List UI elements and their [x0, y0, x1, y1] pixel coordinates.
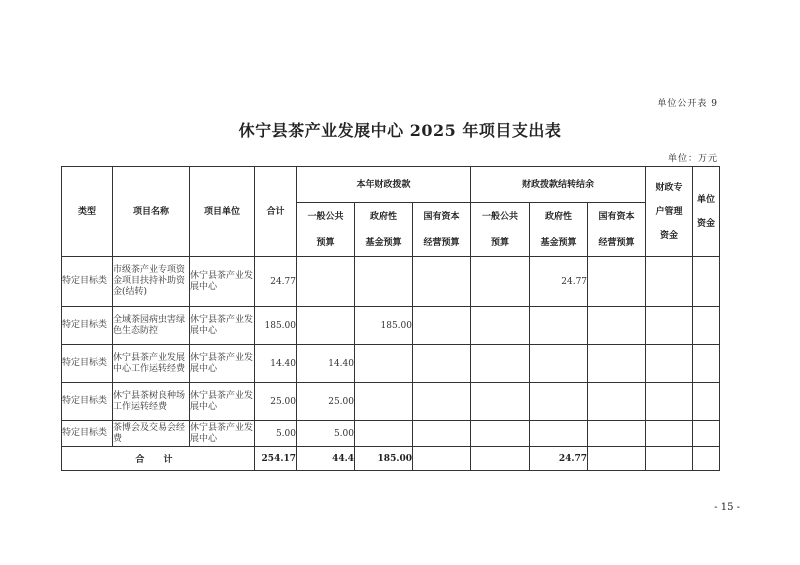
row-total: 14.40: [255, 345, 297, 383]
header-co-gov: [530, 203, 588, 257]
header-type: 类型: [62, 167, 113, 257]
header-unit-fund: [693, 167, 720, 257]
row-unit-fund: [693, 307, 720, 345]
total-label: 合 计: [62, 447, 255, 471]
row-cur-state: [413, 257, 471, 307]
row-co-general: [471, 383, 530, 421]
row-co-state: [588, 307, 646, 345]
row-total: 25.00: [255, 383, 297, 421]
row-cur-state: [413, 307, 471, 345]
row-project-unit: 休宁县茶产业发展中心: [190, 421, 255, 447]
total-total: 254.17: [255, 447, 297, 471]
row-cur-gov: [355, 257, 413, 307]
header-cur-state-line1: 国有资本: [423, 211, 460, 222]
row-co-general: [471, 345, 530, 383]
row-cur-general: [297, 257, 355, 307]
row-project-unit: 休宁县茶产业发展中心: [190, 307, 255, 345]
header-project-unit: 项目单位: [190, 167, 255, 257]
row-cur-state: [413, 345, 471, 383]
header-cur-gov-line2: 基金预算: [365, 237, 402, 248]
row-cur-gov: [355, 345, 413, 383]
table-row: [62, 421, 720, 447]
header-co-gov-line2: 基金预算: [540, 237, 577, 248]
total-co-state: [588, 447, 646, 471]
row-type: 特定目标类: [62, 257, 113, 307]
row-cur-state: [413, 421, 471, 447]
total-co-general: [471, 447, 530, 471]
row-special: [646, 307, 693, 345]
row-project-name: 全域茶园病虫害绿色生态防控: [113, 307, 190, 345]
header-unit-fund-line2: 资金: [697, 218, 716, 229]
row-cur-general: 25.00: [297, 383, 355, 421]
row-type: 特定目标类: [62, 345, 113, 383]
total-cur-state: [413, 447, 471, 471]
row-total: 185.00: [255, 307, 297, 345]
row-co-general: [471, 421, 530, 447]
header-cur-state: [413, 203, 471, 257]
header-co-state-line1: 国有资本: [598, 211, 635, 222]
header-total: 合计: [255, 167, 297, 257]
row-unit-fund: [693, 257, 720, 307]
row-project-unit: 休宁县茶产业发展中心: [190, 383, 255, 421]
header-cur-general: [297, 203, 355, 257]
header-co-general: [471, 203, 530, 257]
row-cur-gov: [355, 421, 413, 447]
header-cur-state-line2: 经营预算: [423, 237, 460, 248]
row-project-name: 休宁县茶树良种场工作运转经费: [113, 383, 190, 421]
row-co-state: [588, 421, 646, 447]
row-co-general: [471, 307, 530, 345]
row-cur-gov: [355, 383, 413, 421]
header-co-general-line1: 一般公共: [482, 211, 519, 222]
total-row: [62, 447, 720, 471]
row-project-unit: 休宁县茶产业发展中心: [190, 345, 255, 383]
row-unit-fund: [693, 421, 720, 447]
header-co-general-line2: 预算: [491, 237, 510, 248]
row-total: 24.77: [255, 257, 297, 307]
row-cur-general: 14.40: [297, 345, 355, 383]
row-co-state: [588, 383, 646, 421]
header-current-year: 本年财政拨款: [297, 167, 471, 203]
row-project-name: 茶博会及交易会经费: [113, 421, 190, 447]
total-unit-fund: [693, 447, 720, 471]
total-special: [646, 447, 693, 471]
header-special-fund-line2: 户管理: [655, 206, 683, 217]
header-special-fund-line3: 资金: [660, 230, 679, 241]
header-cur-gov-line1: 政府性: [369, 211, 397, 222]
row-project-name: 市级茶产业专项资金项目扶持补助资金(结转): [113, 257, 190, 307]
row-co-gov: 24.77: [530, 257, 588, 307]
total-cur-gov: 185.00: [355, 447, 413, 471]
row-co-gov: [530, 307, 588, 345]
unit-label: 单位：万元: [667, 154, 718, 164]
row-co-state: [588, 257, 646, 307]
row-cur-gov: 185.00: [355, 307, 413, 345]
row-special: [646, 345, 693, 383]
row-type: 特定目标类: [62, 421, 113, 447]
row-type: 特定目标类: [62, 307, 113, 345]
table-row: [62, 257, 720, 307]
row-co-gov: [530, 383, 588, 421]
total-cur-general: 44.4: [297, 447, 355, 471]
header-cur-general-line2: 预算: [316, 237, 335, 248]
header-special-fund-line1: 财政专: [655, 182, 683, 193]
row-special: [646, 383, 693, 421]
header-special-fund: [646, 167, 693, 257]
header-cur-gov: [355, 203, 413, 257]
row-total: 5.00: [255, 421, 297, 447]
row-cur-general: 5.00: [297, 421, 355, 447]
table-row: [62, 307, 720, 345]
page-number: - 15 -: [714, 502, 740, 513]
table-row: [62, 383, 720, 421]
form-number: 单位公开表 9: [657, 99, 718, 109]
header-carryover: 财政拨款结转结余: [471, 167, 646, 203]
row-special: [646, 421, 693, 447]
header-row-1: [62, 167, 720, 203]
header-co-state: [588, 203, 646, 257]
row-type: 特定目标类: [62, 383, 113, 421]
row-project-unit: 休宁县茶产业发展中心: [190, 257, 255, 307]
header-project-name: 项目名称: [113, 167, 190, 257]
row-co-general: [471, 257, 530, 307]
table-row: [62, 345, 720, 383]
page-title: 休宁县茶产业发展中心 2025 年项目支出表: [238, 121, 562, 140]
row-special: [646, 257, 693, 307]
total-co-gov: 24.77: [530, 447, 588, 471]
header-co-gov-line1: 政府性: [545, 211, 573, 222]
row-co-state: [588, 345, 646, 383]
row-unit-fund: [693, 383, 720, 421]
header-cur-general-line1: 一般公共: [307, 211, 344, 222]
row-cur-state: [413, 383, 471, 421]
header-unit-fund-line1: 单位: [697, 194, 716, 205]
project-expenditure-table: [61, 166, 720, 471]
row-unit-fund: [693, 345, 720, 383]
row-project-name: 休宁县茶产业发展中心工作运转经费: [113, 345, 190, 383]
header-co-state-line2: 经营预算: [598, 237, 635, 248]
row-co-gov: [530, 345, 588, 383]
row-co-gov: [530, 421, 588, 447]
row-cur-general: [297, 307, 355, 345]
